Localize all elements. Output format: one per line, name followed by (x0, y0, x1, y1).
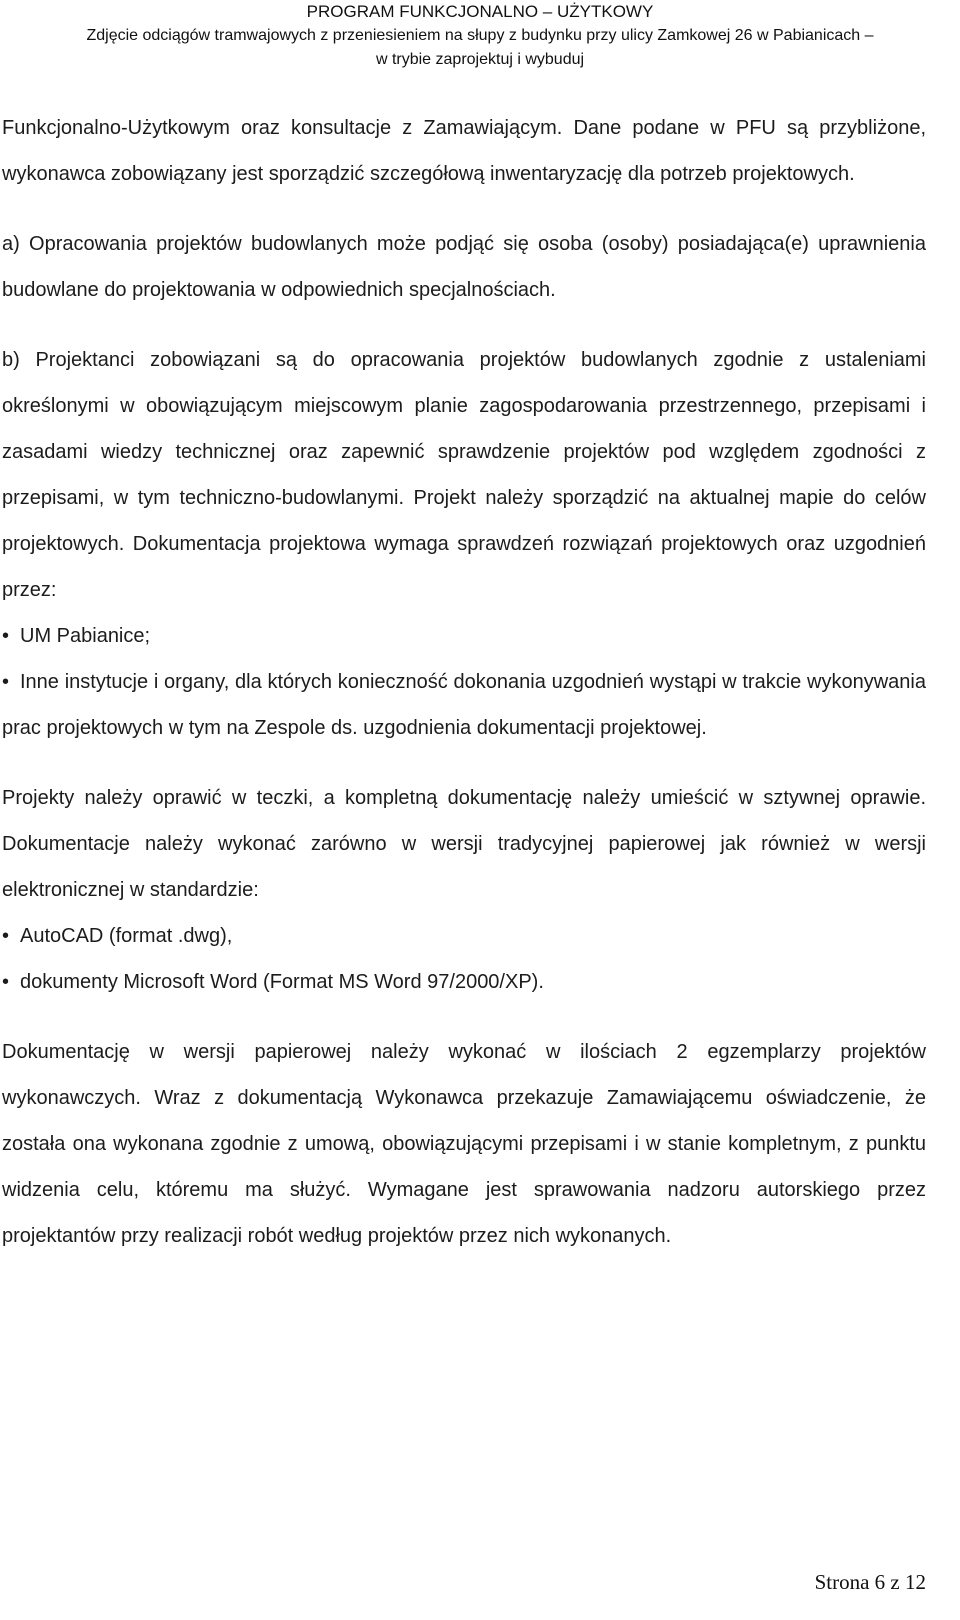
document-body (2, 105, 926, 1259)
page-number: Strona 6 z 12 (814, 1570, 926, 1594)
list-item-text: Inne instytucje i organy, dla których konieczność dokonania uzgodnień wystąpi w trakcie wykonywania prac projektowych w tym na Zespole ds. uzgodnienia dokumentacji projektowej. (2, 671, 926, 739)
header-program-title: PROGRAM FUNKCJONALNO – UŻYTKOWY (306, 2, 654, 21)
list-item-autocad (2, 913, 926, 959)
page-header (0, 0, 960, 72)
list-item-word (2, 959, 926, 1005)
list-item-text: AutoCAD (format .dwg), (20, 925, 233, 947)
list-item-text: dokumenty Microsoft Word (Format MS Word 97/2000/XP). (20, 971, 544, 993)
paragraph-b: b) Projektanci zobowiązani są do opracowania projektów budowlanych zgodnie z ustaleniami określonymi w obowiązującym miejscowym planie zagospodarowania przestrzennego, przepisami i zasadami wiedzy technicznej oraz zapewnić sprawdzenie projektów pod względem zgodności z przepisami, w tym techniczno-budowlanymi. Projekt należy sporządzić na aktualnej mapie do celów projektowych. Dokumentacja projektowa wymaga sprawdzeń rozwiązań projektowych oraz uzgodnień przez: (2, 349, 926, 601)
bullet-icon: • (2, 925, 10, 947)
bullet-icon: • (2, 971, 10, 993)
paragraph-binding: Projekty należy oprawić w teczki, a kompletną dokumentację należy umieścić w sztywnej oprawie. Dokumentacje należy wykonać zarówno w wersji tradycyjnej papierowej jak również w wersji elektronicznej w standardzie: (2, 787, 926, 901)
list-item-text: UM Pabianice; (20, 625, 151, 647)
header-procedure: w trybie zaprojektuj i wybuduj (375, 51, 585, 68)
paragraph-paper-copies: Dokumentację w wersji papierowej należy wykonać w ilościach 2 egzemplarzy projektów wykonawczych. Wraz z dokumentacją Wykonawca przekazuje Zamawiającemu oświadczenie, że została ona wykonana zgodnie z umową, obowiązującymi przepisami i w stanie kompletnym, z punktu widzenia celu, któremu ma służyć. Wymagane jest sprawowania nadzoru autorskiego przez projektantów przy realizacji robót według projektów przez nich wykonanych. (2, 1041, 926, 1247)
list-item-um-pabianice (2, 613, 926, 659)
header-project-name: Zdjęcie odciągów tramwajowych z przeniesieniem na słupy z budynku przy ulicy Zamkowej 26 w Pabianicach – (86, 27, 874, 44)
paragraph-intro: Funkcjonalno-Użytkowym oraz konsultacje z Zamawiającym. Dane podane w PFU są przybliżone, wykonawca zobowiązany jest sporządzić szczegółową inwentaryzację dla potrzeb projektowych. (2, 117, 926, 185)
list-item-other-institutions (2, 659, 926, 751)
bullet-icon: • (2, 671, 10, 693)
bullet-icon: • (2, 625, 10, 647)
paragraph-a: a) Opracowania projektów budowlanych może podjąć się osoba (osoby) posiadająca(e) uprawnienia budowlane do projektowania w odpowiednich specjalnościach. (2, 233, 926, 301)
